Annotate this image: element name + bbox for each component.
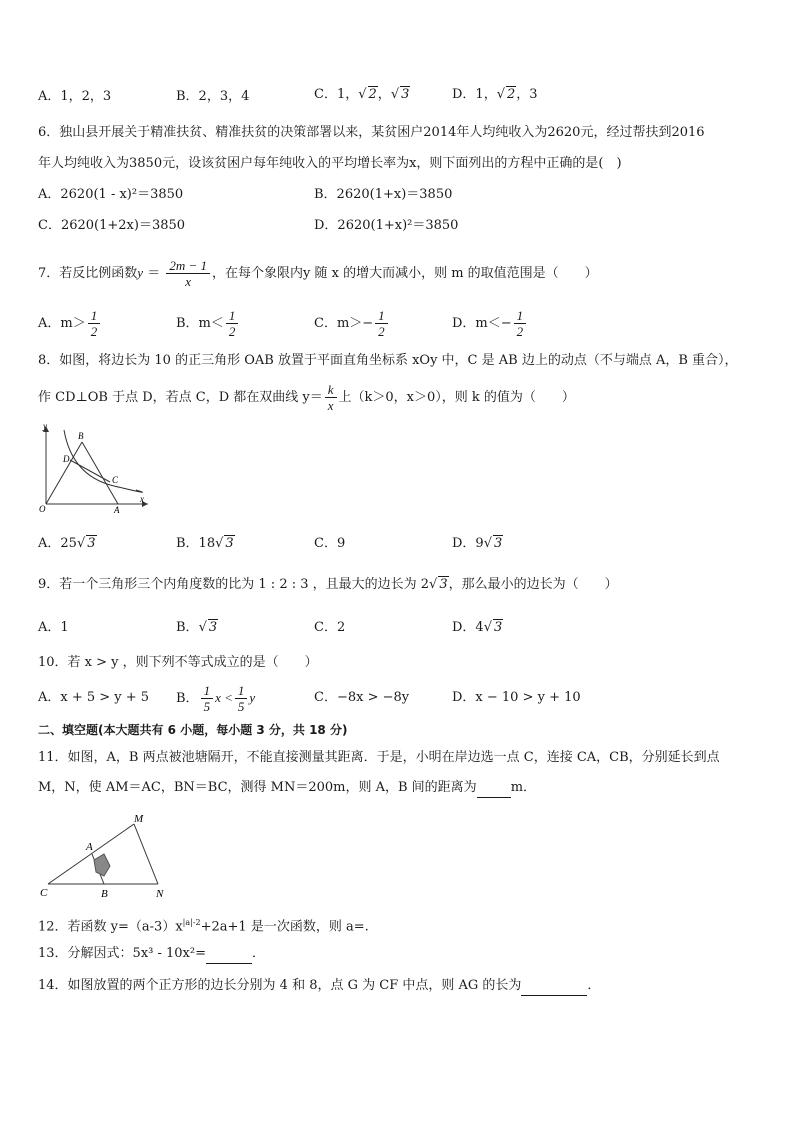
q11-line1: 11．如图，A，B 两点被池塘隔开，不能直接测量其距离．于是，小明在岸边选一点 C，连接 CA，CB，分别延长到点: [38, 750, 720, 765]
q7-option-b: [176, 307, 240, 341]
q8-segment-cd: [70, 460, 110, 482]
q11-line2-suffix: m．: [510, 780, 537, 795]
q9-sqrt: 3: [439, 577, 448, 592]
q14-suffix: ．: [587, 978, 601, 993]
q13-stem: [38, 945, 265, 964]
q9-b-sqrt: 3: [208, 620, 218, 635]
q6-line1: 6．独山县开展关于精准扶贫、精准扶贫的决策部署以来，某贫困户2014年人均纯收入为2620元，经过帮扶到2016: [38, 125, 705, 140]
q6-option-d: D．2620(1+x)²＝3850: [314, 218, 459, 233]
q10-b-frac2: [235, 683, 248, 714]
q5-c-sqrt2: 2: [368, 87, 377, 102]
q8-b-sqrt: 3: [225, 536, 234, 551]
q5-c-prefix: C．1，: [314, 87, 359, 102]
q7-d-frac: [514, 308, 527, 339]
q9-option-c: C．2: [314, 620, 346, 635]
q6-line2: 年人均纯收入为3850元，设该贫困户每年纯收入的平均增长率为x，则下面列出的方程中正确的是( ): [38, 156, 622, 171]
q5-option-d: D．1，√ 2，3: [452, 87, 538, 102]
q7-c-label: C．m＞−: [314, 316, 374, 331]
q9-prefix: 9．若一个三角形三个内角度数的比为 1 : 2 : 3 ，且最大的边长为 2: [38, 577, 430, 592]
q8-option-d: D．9√ 3: [452, 536, 503, 551]
q7-eq: ＝: [143, 266, 165, 281]
q7-b-num: 1: [226, 308, 239, 324]
q7-d-label: D．m＜−: [452, 316, 512, 331]
q11-line-cm: [48, 824, 134, 884]
q5-c-sep: ，: [377, 87, 391, 102]
q10-b-mid: x <: [215, 690, 233, 705]
q14-answer-blank[interactable]: [521, 977, 587, 996]
q10-b-frac2-num: 1: [235, 683, 248, 699]
q12-prefix: 12．若函数 y=（a-3）x: [38, 919, 183, 935]
q5-d-prefix: D．1，: [452, 87, 497, 102]
q8-label-a: A: [114, 505, 120, 515]
q9-suffix: ，那么最小的边长为（ ）: [448, 577, 618, 592]
q8-line2: [38, 381, 575, 415]
q9-option-d: D．4√ 3: [452, 620, 503, 635]
q8-label-y: y: [43, 421, 47, 431]
q7-fraction-den: x: [185, 274, 192, 289]
q7-c-den: 2: [378, 324, 385, 339]
q6-option-b: B．2620(1+x)＝3850: [314, 187, 453, 202]
q7-c-frac: [375, 308, 388, 339]
q7-b-den: 2: [228, 324, 236, 339]
q8-option-c: C．9: [314, 536, 346, 551]
q12-exponent: |a|-2: [182, 918, 201, 927]
q7-d-den: 2: [516, 324, 524, 339]
q7-d-num: 1: [514, 308, 527, 324]
q8-side-ob: [46, 442, 82, 504]
q9-option-a: A．1: [38, 620, 69, 635]
q12-stem: [38, 914, 369, 936]
q9-option-b: B．√ 3: [176, 620, 218, 635]
q8-hyperbola: [64, 430, 142, 492]
q8-label-x: x: [140, 494, 144, 504]
q9-b-prefix: B．: [176, 620, 199, 635]
q11-answer-blank[interactable]: [477, 779, 511, 798]
q11-line2: [38, 779, 536, 798]
q7-prefix: 7．若反比例函数: [38, 266, 138, 281]
q10-stem: 10．若 x > y ，则下列不等式成立的是（ ）: [38, 655, 318, 670]
q6-option-a: A．2620(1 - x)²＝3850: [38, 187, 184, 202]
section-heading: 二、填空题(本大题共有 6 小题，每小题 3 分，共 18 分): [38, 723, 348, 737]
q5-option-c: C．1，√ 2，√ 3: [314, 87, 410, 102]
q5-d-suffix: ，3: [516, 87, 538, 102]
q8-fraction-den: x: [327, 398, 334, 413]
q8-a-sqrt: 3: [87, 536, 96, 551]
q8-line2-suffix: 上（k＞0，x＞0），则 k 的值为（ ）: [338, 390, 575, 405]
q10-b-frac1-den: 5: [203, 699, 211, 714]
q11-line2-text: M，N，使 AM＝AC，BN＝BC，测得 MN＝200m，则 A，B 间的距离为: [38, 780, 477, 795]
q7-b-label: B．m＜: [176, 316, 224, 331]
q10-option-b: [176, 681, 255, 716]
q14-stem: [38, 977, 600, 996]
q11-label-c: C: [40, 887, 48, 899]
q11-line-mn: [134, 824, 158, 884]
q7-a-den: 2: [90, 324, 98, 339]
q7-a-num: 1: [88, 308, 101, 324]
q13-answer-blank[interactable]: [206, 945, 252, 964]
q7-b-frac: [226, 308, 239, 339]
q8-b-prefix: B．18: [176, 536, 216, 551]
q11-label-b: B: [101, 888, 108, 900]
q10-b-end: y: [249, 690, 256, 705]
q11-label-n: N: [156, 888, 164, 900]
q7-a-label: A．m＞: [38, 316, 86, 331]
q10-b-frac1: [201, 683, 214, 714]
q7-fraction-num: 2m − 1: [166, 258, 210, 274]
q7-c-num: 1: [375, 308, 388, 324]
q7-option-c: [314, 307, 390, 341]
q5-option-a: A．1，2，3: [38, 89, 112, 104]
q8-d-sqrt: 3: [494, 536, 503, 551]
q8-label-b: B: [78, 431, 84, 441]
q8-option-b: B．18√ 3: [176, 536, 234, 551]
q12-suffix: +2a+1 是一次函数，则 a=.: [200, 919, 369, 935]
q5-c-sqrt3: 3: [401, 87, 410, 102]
q8-figure: [36, 420, 156, 520]
q10-b-frac1-num: 1: [201, 683, 214, 699]
q14-prefix: 14．如图放置的两个正方形的边长分别为 4 和 8，点 G 为 CF 中点，则 AG 的长为: [38, 978, 522, 993]
q10-b-frac2-den: 5: [237, 699, 245, 714]
q8-a-prefix: A．25: [38, 536, 77, 551]
q10-option-a: A．x + 5 > y + 5: [38, 690, 150, 705]
q8-d-prefix: D．9: [452, 536, 484, 551]
q11-label-m: M: [134, 813, 144, 825]
q8-option-a: A．25√ 3: [38, 536, 96, 551]
q10-option-c: C．−8x > −8y: [314, 690, 410, 705]
q9-d-prefix: D．4: [452, 620, 484, 635]
q8-fraction: [325, 382, 337, 413]
q13-suffix: ．: [252, 946, 266, 961]
q7-y: y: [137, 265, 144, 280]
q7-option-d: [452, 307, 528, 341]
q9-stem: 9．若一个三角形三个内角度数的比为 1 : 2 : 3 ，且最大的边长为 2√ 3，那么最小的边长为（ ）: [38, 577, 618, 592]
q8-label-c: C: [112, 475, 119, 485]
q8-line2-prefix: 作 CD⊥OB 于点 D，若点 C，D 都在双曲线 y＝: [38, 390, 323, 405]
q10-option-d: D．x − 10 > y + 10: [452, 690, 581, 705]
q7-suffix: ，在每个象限内y 随 x 的增大而减小，则 m 的取值范围是（ ）: [212, 266, 598, 281]
q7-stem: [38, 256, 598, 291]
q11-pond: [94, 854, 110, 876]
q9-d-sqrt: 3: [494, 620, 503, 635]
q6-option-c: C．2620(1+2x)＝3850: [38, 218, 186, 233]
q7-option-a: [38, 307, 102, 341]
q11-label-a: A: [86, 841, 93, 853]
q7-a-frac: [88, 308, 101, 339]
q8-line1: 8．如图，将边长为 10 的正三角形 OAB 放置于平面直角坐标系 xOy 中，C 是 AB 边上的动点（不与端点 A，B 重合），: [38, 353, 738, 368]
q10-b-prefix: B．: [176, 691, 199, 706]
q5-option-b: B．2，3，4: [176, 89, 250, 104]
q5-d-sqrt2: 2: [507, 87, 516, 102]
q8-fraction-num: k: [325, 382, 337, 398]
q11-figure: [38, 810, 178, 900]
q8-label-d: D: [63, 454, 70, 464]
q13-prefix: 13．分解因式：5x³ - 10x²=: [38, 946, 206, 961]
q7-fraction: [166, 258, 210, 289]
q8-label-o: O: [39, 504, 46, 514]
